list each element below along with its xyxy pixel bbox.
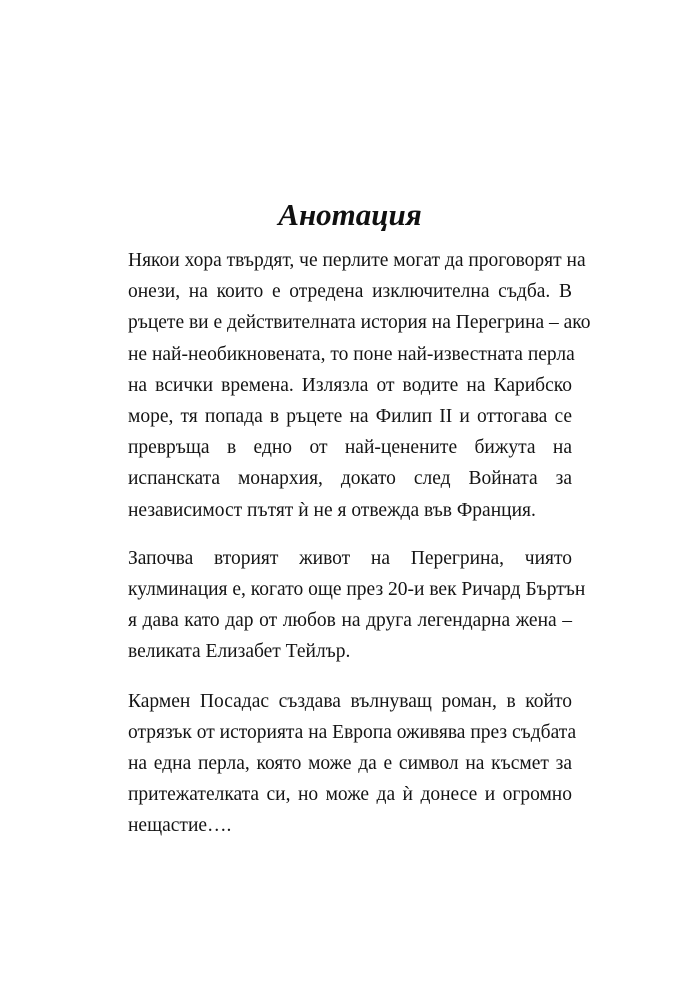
text-line: великата Елизабет Тейлър. (128, 641, 351, 663)
paragraph-1 (128, 245, 591, 526)
text-line: море, тя попада в ръцете на Филип II и оттогава се (128, 406, 572, 428)
text-line: отрязък от историята на Европа оживява през съдбата (128, 721, 577, 743)
text-line: независимост пътят ѝ не я отвежда във Франция. (128, 499, 536, 521)
text-line: кулминация е, когато още през 20-и век Ричард Бъртън (128, 579, 586, 601)
paragraph-3 (128, 686, 577, 842)
text-line: Започва вторият живот на Перегрина, чиято (128, 547, 572, 569)
paragraph-2 (128, 543, 586, 668)
text-line: не най-необикновената, то поне най-известната перла (128, 343, 575, 365)
text-line: притежателката си, но може да ѝ донесе и огромно (128, 784, 572, 806)
annotation-body (128, 245, 591, 842)
text-line: на една перла, която може да е символ на късмет за (128, 753, 572, 775)
text-line: нещастие…. (128, 815, 232, 837)
text-line: я дава като дар от любов на друга легендарна жена – (128, 610, 572, 632)
text-line: Някои хора твърдят, че перлите могат да проговорят на (128, 250, 586, 271)
text-line: Кармен Посадас създава вълнуващ роман, в който (128, 690, 572, 712)
text-line: ръцете ви е действителната история на Перегрина – ако (128, 312, 591, 334)
page-title: Анотация (278, 197, 422, 232)
text-line: испанската монархия, докато след Войната за (128, 468, 572, 490)
text-line: превръща в едно от най-ценените бижута на (128, 437, 572, 459)
text-line: на всички времена. Излязла от водите на Карибско (128, 374, 572, 396)
text-line: онези, на които е отредена изключителна съдба. В (128, 281, 572, 303)
